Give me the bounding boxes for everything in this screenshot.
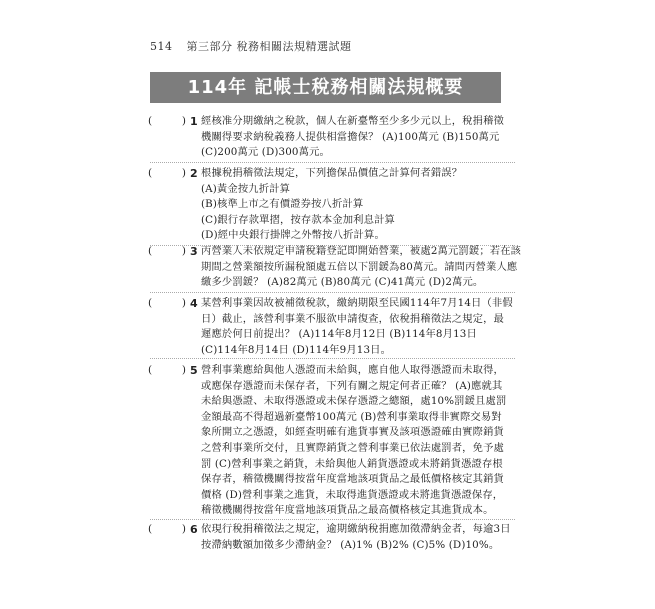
answer-blank: ( ) (148, 245, 186, 257)
answer-blank: ( ) (148, 167, 186, 179)
question-number: 3 (190, 245, 198, 258)
answer-blank: ( ) (148, 115, 186, 127)
question-text: 營利事業應給與他人憑證而未給與，應自他人取得憑證而未取得， 或應保存憑證而未保存者，下列有關之規定何者正確？ (A)應就其 未給與憑證、未取得憑證或未保存憑證之總額，處10%罰鍰且處罰 金額最高不得超過新臺幣100萬元 (B)營利事業取得非實際交易對 象所開立之憑證，如經查明確有進貨事實及該項憑證確由實際銷貨 之營利事業所交付，且實際銷貨之營利事業已依法處罰者，免予處 罰 (C)營利事業之銷貨，未給與他人銷貨憑證或未將銷貨憑證存根 保存者，稽徵機關得按當年度當地該項貨品之最低價格核定其銷貨 價格 (D)營利事業之進貨，未取得進貨憑證或未將進貨憑證保存， 稽徵機關得按當年度當地該項貨品之最高價格核定其進貨成本。 (201, 364, 507, 517)
question-number: 4 (190, 297, 198, 310)
question-number: 6 (190, 523, 198, 536)
question-text: 依現行稅捐稽徵法之規定，逾期繳納稅捐應加徵滯納金者，每逾3日 按滯納數額加徵多少滯納金？ (A)1% (B)2% (C)5% (D)10%。 (201, 523, 511, 551)
question-3 (148, 244, 522, 291)
question-divider (150, 162, 515, 163)
page-number: 514 (150, 40, 173, 53)
question-4 (148, 296, 518, 358)
question-number: 1 (190, 115, 198, 128)
question-2 (148, 166, 518, 244)
page-header (150, 38, 352, 54)
exam-title-banner: 114年 記帳士稅務相關法規概要 (150, 72, 501, 103)
section-title: 第三部分 稅務相關法規精選試題 (186, 40, 352, 53)
question-text: 根據稅捐稽徵法規定，下列擔保品價值之計算何者錯誤？ (A)黃金按九折計算 (B)核準上市之有價證券按八折計算 (C)銀行存款單摺，按存款本金加利息計算 (D)經中央銀行掛牌之外幣按八折計算。 (201, 167, 463, 242)
answer-blank: ( ) (148, 297, 186, 309)
question-number: 5 (190, 364, 198, 377)
question-text: 丙營業人未依規定申請稅籍登記即開始營業，被處2萬元罰鍰；若在該 期間之營業額按所漏稅額處五倍以下罰鍰為80萬元。請問丙營業人應 繳多少罰鍰？ (A)82萬元 (B)80萬元 (C)41萬元 (D)2萬元。 (201, 245, 522, 289)
question-6 (148, 522, 518, 553)
question-divider (150, 358, 515, 359)
question-divider (150, 519, 515, 520)
question-divider (150, 292, 515, 293)
question-5 (148, 363, 518, 519)
answer-blank: ( ) (148, 364, 186, 376)
question-text: 經核准分期繳納之稅款，個人在新臺幣至少多少元以上，稅捐稽徵 機關得要求納稅義務人提供相當擔保？ (A)100萬元 (B)150萬元 (C)200萬元 (D)300萬元。 (201, 115, 504, 159)
question-number: 2 (190, 167, 198, 180)
answer-blank: ( ) (148, 523, 186, 535)
question-text: 某營利事業因故被補徵稅款，繳納期限至民國114年7月14日（非假 日）截止，該營利事業不服欲申請復查，依稅捐稽徵法之規定，最 遲應於何日前提出？ (A)114年8月12日 (B)114年8月13日 (C)114年8月14日 (D)114年9月13日。 (201, 297, 513, 356)
question-1 (148, 114, 518, 161)
